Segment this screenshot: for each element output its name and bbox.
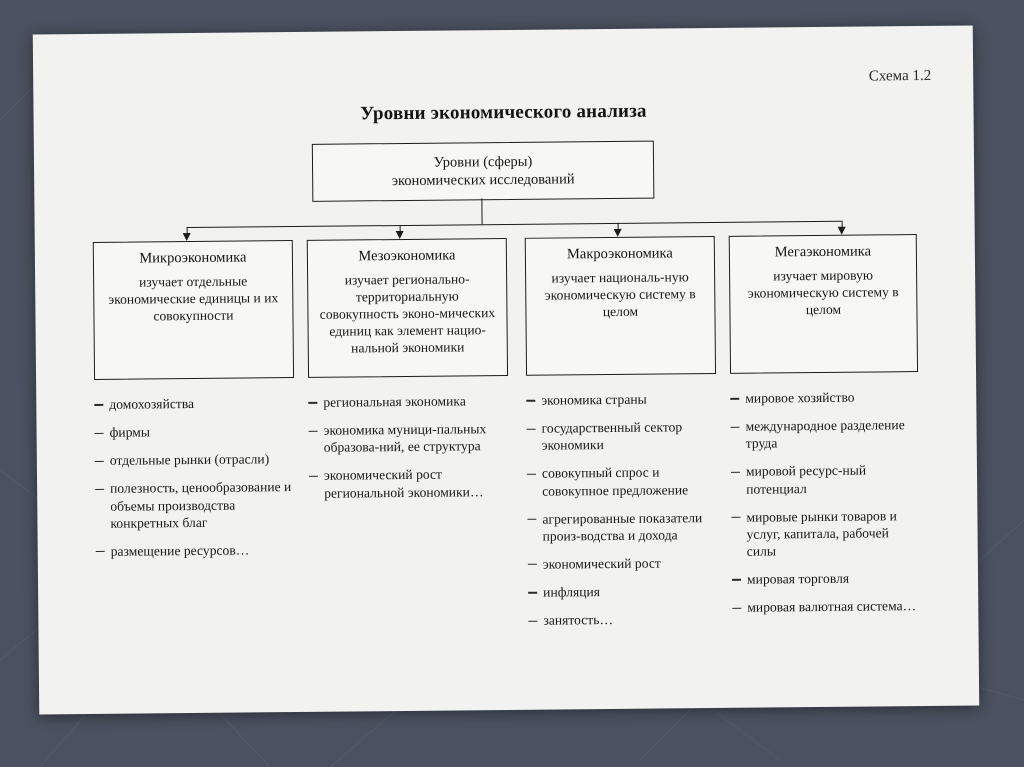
list-item (308, 420, 508, 456)
list-item (95, 450, 295, 469)
list-item-label: международное разделение труда (745, 417, 905, 451)
list-item (732, 569, 920, 588)
branch-desc-microeconomics: изучает отдельные экономические единицы и их совокупности (108, 273, 279, 324)
branch-box-microeconomics (93, 240, 294, 380)
dash-icon (95, 489, 104, 490)
list-item (528, 582, 718, 601)
dash-icon (527, 474, 536, 475)
list-item-label: инфляция (543, 584, 601, 600)
list-item-label: совокупный спрос и совокупное предложение (541, 464, 689, 499)
list-item (95, 422, 295, 441)
dash-icon (528, 592, 537, 593)
list-item-label: экономический рост (542, 555, 661, 572)
dash-icon (732, 607, 741, 608)
root-node (312, 141, 655, 202)
connector-arrow-2 (395, 231, 403, 239)
list-item (732, 597, 920, 616)
list-item-label: агрегированные показатели произ-водства и дохода (542, 509, 703, 544)
branch-column-mesoeconomics (307, 238, 510, 513)
branch-box-mesoeconomics (307, 238, 508, 378)
branch-title-microeconomics: Микроэкономика (139, 249, 247, 267)
list-item (526, 390, 716, 409)
connector-arrow-3 (613, 229, 621, 237)
connector-arrow-4 (837, 227, 845, 235)
list-item-label: фирмы (109, 424, 151, 440)
dash-icon (528, 564, 537, 565)
branch-box-megaeconomics (729, 234, 918, 374)
dash-icon (731, 426, 740, 427)
list-item-label: экономика страны (541, 391, 647, 408)
dash-icon (527, 519, 536, 520)
branch-desc-macroeconomics: изучает националь-ную экономическую систему в целом (544, 269, 696, 320)
list-item-label: размещение ресурсов… (110, 542, 250, 559)
list-item-label: экономический рост региональной экономики… (323, 466, 484, 501)
connector-bus (187, 221, 842, 229)
branch-bullets-macroeconomics (526, 390, 718, 629)
dash-icon (732, 579, 741, 580)
dash-icon (309, 476, 318, 477)
list-item-label: мировой ресурс-ный потенциал (745, 462, 867, 497)
dash-icon (96, 551, 105, 552)
list-item (730, 388, 918, 407)
branch-bullets-mesoeconomics (308, 392, 509, 502)
list-item (95, 478, 295, 531)
list-item (528, 610, 718, 629)
dash-icon (95, 432, 104, 433)
branch-title-mesoeconomics: Мезоэкономика (358, 247, 456, 265)
list-item-label: региональная экономика (323, 393, 466, 410)
list-item-label: мировая валютная система… (747, 598, 917, 615)
branch-title-macroeconomics: Макроэкономика (566, 245, 673, 263)
list-item (731, 507, 919, 560)
list-item (527, 463, 717, 499)
list-item-label: экономика муници-пальных образова-ний, ее структура (323, 421, 487, 456)
dash-icon (309, 430, 318, 431)
list-item (526, 418, 716, 454)
branch-bullets-microeconomics (94, 394, 296, 560)
dash-icon (731, 517, 740, 518)
branch-desc-mesoeconomics: изучает регионально-территориальную совокупность эконо-мических единиц как элемент нацио-нальной экономики (319, 271, 496, 356)
dash-icon (526, 400, 535, 401)
branch-title-megaeconomics: Мегаэкономика (774, 243, 872, 261)
dash-icon (528, 620, 537, 621)
dash-icon (94, 404, 103, 405)
branch-column-microeconomics (93, 240, 296, 571)
scheme-label: Схема 1.2 (868, 67, 932, 85)
list-item-label: отдельные рынки (отрасли) (109, 451, 270, 469)
branch-column-megaeconomics (729, 234, 921, 627)
dash-icon (731, 472, 740, 473)
list-item-label: мировая торговля (746, 570, 850, 587)
list-item-label: государственный сектор экономики (541, 419, 683, 453)
list-item (308, 392, 508, 411)
branch-bullets-megaeconomics (730, 388, 920, 616)
branch-column-macroeconomics (525, 236, 719, 640)
list-item (94, 394, 294, 413)
dash-icon (730, 398, 739, 399)
dash-icon (527, 428, 536, 429)
list-item (309, 465, 509, 501)
dash-icon (308, 402, 317, 403)
list-item (528, 554, 718, 573)
list-item (96, 541, 296, 560)
list-item-label: полезность, ценообразование и объемы производства конкретных благ (110, 479, 292, 531)
list-item (527, 509, 717, 545)
list-item-label: мировые рынки товаров и услуг, капитала, рабочей силы (746, 507, 897, 559)
list-item (730, 416, 918, 452)
connector-arrow-1 (182, 233, 190, 241)
list-item-label: мировое хозяйство (745, 389, 855, 406)
list-item (731, 461, 919, 497)
list-item-label: занятость… (543, 612, 614, 628)
list-item-label: домохозяйства (109, 395, 195, 412)
root-node-line2: экономических исследований (391, 171, 575, 190)
slide-paper (33, 26, 979, 715)
root-node-line1: Уровни (сферы) (433, 153, 533, 171)
page-title: Уровни экономического анализа (360, 100, 647, 125)
branch-desc-megaeconomics: изучает мировую экономическую систему в целом (747, 267, 899, 318)
dash-icon (95, 461, 104, 462)
connector-stem (481, 198, 483, 224)
branch-box-macroeconomics (525, 236, 716, 376)
